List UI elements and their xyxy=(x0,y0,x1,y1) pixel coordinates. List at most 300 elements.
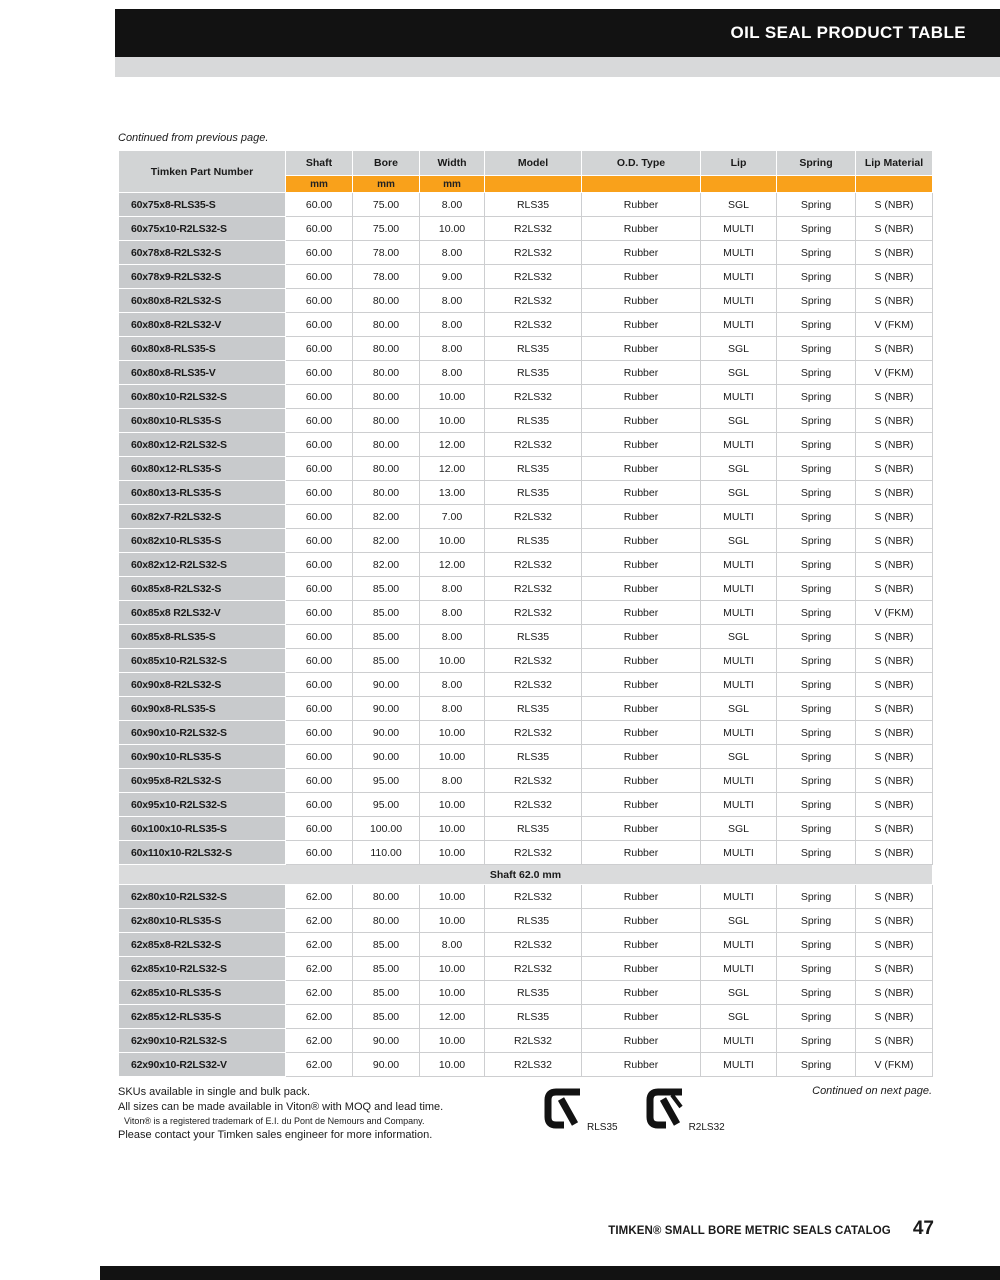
table-row xyxy=(119,721,933,745)
value-cell: RLS35 xyxy=(485,529,582,553)
part-number-cell: 60x85x8 R2LS32-V xyxy=(119,601,286,625)
value-cell: R2LS32 xyxy=(485,721,582,745)
value-cell: Spring xyxy=(777,241,856,265)
table-row xyxy=(119,265,933,289)
value-cell: S (NBR) xyxy=(856,289,933,313)
value-cell: 60.00 xyxy=(286,457,353,481)
value-cell: Rubber xyxy=(582,769,701,793)
value-cell: Rubber xyxy=(582,193,701,217)
table-row xyxy=(119,885,933,909)
value-cell: 8.00 xyxy=(420,313,485,337)
value-cell: Rubber xyxy=(582,649,701,673)
part-number-cell: 60x82x10-RLS35-S xyxy=(119,529,286,553)
table-row xyxy=(119,1005,933,1029)
value-cell: SGL xyxy=(701,457,777,481)
footnote-sku: SKUs available in single and bulk pack. xyxy=(118,1086,311,1098)
footnotes xyxy=(118,1085,518,1143)
part-number-cell: 60x90x8-R2LS32-S xyxy=(119,673,286,697)
value-cell: 85.00 xyxy=(353,577,420,601)
table-row xyxy=(119,385,933,409)
value-cell: Spring xyxy=(777,721,856,745)
value-cell: SGL xyxy=(701,1005,777,1029)
value-cell: 7.00 xyxy=(420,505,485,529)
value-cell: Rubber xyxy=(582,625,701,649)
value-cell: 12.00 xyxy=(420,553,485,577)
part-number-cell: 60x100x10-RLS35-S xyxy=(119,817,286,841)
value-cell: 10.00 xyxy=(420,217,485,241)
value-cell: 82.00 xyxy=(353,553,420,577)
value-cell: Rubber xyxy=(582,529,701,553)
value-cell: Spring xyxy=(777,577,856,601)
value-cell: 60.00 xyxy=(286,817,353,841)
value-cell: S (NBR) xyxy=(856,529,933,553)
value-cell: MULTI xyxy=(701,241,777,265)
value-cell: S (NBR) xyxy=(856,885,933,909)
value-cell: SGL xyxy=(701,193,777,217)
value-cell: SGL xyxy=(701,409,777,433)
table-row xyxy=(119,769,933,793)
value-cell: Spring xyxy=(777,601,856,625)
r2ls32-seal-profile-icon xyxy=(646,1087,684,1134)
value-cell: Rubber xyxy=(582,721,701,745)
value-cell: 60.00 xyxy=(286,673,353,697)
table-row xyxy=(119,433,933,457)
value-cell: S (NBR) xyxy=(856,697,933,721)
table-row xyxy=(119,957,933,981)
value-cell: R2LS32 xyxy=(485,577,582,601)
value-cell: Spring xyxy=(777,217,856,241)
part-number-cell: 60x82x12-R2LS32-S xyxy=(119,553,286,577)
value-cell: Rubber xyxy=(582,409,701,433)
value-cell: SGL xyxy=(701,529,777,553)
value-cell: Rubber xyxy=(582,289,701,313)
value-cell: S (NBR) xyxy=(856,433,933,457)
value-cell: 60.00 xyxy=(286,553,353,577)
value-cell: 10.00 xyxy=(420,909,485,933)
value-cell: 60.00 xyxy=(286,289,353,313)
value-cell: Spring xyxy=(777,769,856,793)
value-cell: 90.00 xyxy=(353,721,420,745)
value-cell: S (NBR) xyxy=(856,193,933,217)
unit-cell-model xyxy=(485,176,582,193)
catalog-title: TIMKEN® SMALL BORE METRIC SEALS CATALOG xyxy=(608,1225,891,1237)
value-cell: MULTI xyxy=(701,885,777,909)
value-cell: 8.00 xyxy=(420,289,485,313)
value-cell: Spring xyxy=(777,409,856,433)
value-cell: MULTI xyxy=(701,1029,777,1053)
part-number-cell: 62x85x12-RLS35-S xyxy=(119,1005,286,1029)
value-cell: 60.00 xyxy=(286,409,353,433)
value-cell: S (NBR) xyxy=(856,553,933,577)
value-cell: 90.00 xyxy=(353,1029,420,1053)
part-number-cell: 62x80x10-R2LS32-S xyxy=(119,885,286,909)
value-cell: 10.00 xyxy=(420,841,485,865)
value-cell: 8.00 xyxy=(420,933,485,957)
value-cell: 60.00 xyxy=(286,721,353,745)
table-row xyxy=(119,337,933,361)
value-cell: RLS35 xyxy=(485,337,582,361)
value-cell: Spring xyxy=(777,1053,856,1077)
value-cell: 60.00 xyxy=(286,649,353,673)
value-cell: V (FKM) xyxy=(856,361,933,385)
table-row xyxy=(119,1053,933,1077)
value-cell: Rubber xyxy=(582,481,701,505)
value-cell: MULTI xyxy=(701,385,777,409)
value-cell: Rubber xyxy=(582,909,701,933)
seal-profile-legend xyxy=(544,1087,725,1134)
main-content xyxy=(118,132,932,1143)
value-cell: 13.00 xyxy=(420,481,485,505)
value-cell: RLS35 xyxy=(485,745,582,769)
value-cell: 78.00 xyxy=(353,241,420,265)
part-number-cell: 62x80x10-RLS35-S xyxy=(119,909,286,933)
product-table-body xyxy=(119,193,933,1077)
table-row xyxy=(119,933,933,957)
value-cell: MULTI xyxy=(701,577,777,601)
value-cell: R2LS32 xyxy=(485,885,582,909)
value-cell: RLS35 xyxy=(485,409,582,433)
value-cell: R2LS32 xyxy=(485,553,582,577)
value-cell: RLS35 xyxy=(485,697,582,721)
value-cell: R2LS32 xyxy=(485,433,582,457)
table-row xyxy=(119,793,933,817)
value-cell: 10.00 xyxy=(420,885,485,909)
value-cell: RLS35 xyxy=(485,481,582,505)
value-cell: S (NBR) xyxy=(856,673,933,697)
column-header-spring: Spring xyxy=(777,151,856,176)
value-cell: 10.00 xyxy=(420,721,485,745)
value-cell: Rubber xyxy=(582,385,701,409)
column-header-bore: Bore xyxy=(353,151,420,176)
value-cell: 8.00 xyxy=(420,625,485,649)
value-cell: SGL xyxy=(701,817,777,841)
part-number-cell: 60x78x8-R2LS32-S xyxy=(119,241,286,265)
value-cell: Spring xyxy=(777,885,856,909)
value-cell: Rubber xyxy=(582,313,701,337)
value-cell: 95.00 xyxy=(353,793,420,817)
value-cell: S (NBR) xyxy=(856,625,933,649)
value-cell: 80.00 xyxy=(353,409,420,433)
value-cell: Rubber xyxy=(582,673,701,697)
value-cell: R2LS32 xyxy=(485,241,582,265)
value-cell: 62.00 xyxy=(286,981,353,1005)
value-cell: Rubber xyxy=(582,841,701,865)
value-cell: Rubber xyxy=(582,817,701,841)
value-cell: R2LS32 xyxy=(485,841,582,865)
part-number-cell: 60x80x10-R2LS32-S xyxy=(119,385,286,409)
value-cell: Rubber xyxy=(582,981,701,1005)
value-cell: Spring xyxy=(777,957,856,981)
value-cell: Rubber xyxy=(582,457,701,481)
legend-item-r2ls32 xyxy=(646,1087,725,1134)
part-number-cell: 60x75x8-RLS35-S xyxy=(119,193,286,217)
value-cell: 85.00 xyxy=(353,601,420,625)
value-cell: R2LS32 xyxy=(485,217,582,241)
value-cell: RLS35 xyxy=(485,817,582,841)
value-cell: S (NBR) xyxy=(856,957,933,981)
table-row xyxy=(119,909,933,933)
value-cell: 90.00 xyxy=(353,745,420,769)
value-cell: 80.00 xyxy=(353,361,420,385)
value-cell: Rubber xyxy=(582,957,701,981)
table-footer xyxy=(118,1085,932,1143)
rls35-seal-profile-icon xyxy=(544,1087,582,1134)
part-number-cell: 62x90x10-R2LS32-S xyxy=(119,1029,286,1053)
column-header-shaft: Shaft xyxy=(286,151,353,176)
unit-cell-od-type xyxy=(582,176,701,193)
value-cell: R2LS32 xyxy=(485,265,582,289)
value-cell: S (NBR) xyxy=(856,265,933,289)
value-cell: SGL xyxy=(701,337,777,361)
value-cell: MULTI xyxy=(701,313,777,337)
table-row xyxy=(119,649,933,673)
value-cell: 60.00 xyxy=(286,841,353,865)
value-cell: MULTI xyxy=(701,769,777,793)
value-cell: MULTI xyxy=(701,793,777,817)
value-cell: 75.00 xyxy=(353,193,420,217)
unit-cell-bore: mm xyxy=(353,176,420,193)
value-cell: 62.00 xyxy=(286,1029,353,1053)
column-header-width: Width xyxy=(420,151,485,176)
value-cell: 60.00 xyxy=(286,313,353,337)
table-row xyxy=(119,673,933,697)
value-cell: S (NBR) xyxy=(856,793,933,817)
value-cell: SGL xyxy=(701,625,777,649)
value-cell: SGL xyxy=(701,361,777,385)
column-header-model: Model xyxy=(485,151,582,176)
table-row xyxy=(119,577,933,601)
value-cell: Rubber xyxy=(582,265,701,289)
value-cell: 12.00 xyxy=(420,433,485,457)
table-row xyxy=(119,697,933,721)
value-cell: 80.00 xyxy=(353,337,420,361)
part-number-cell: 62x85x10-RLS35-S xyxy=(119,981,286,1005)
value-cell: RLS35 xyxy=(485,457,582,481)
value-cell: S (NBR) xyxy=(856,577,933,601)
value-cell: S (NBR) xyxy=(856,505,933,529)
value-cell: Rubber xyxy=(582,745,701,769)
value-cell: Spring xyxy=(777,933,856,957)
value-cell: Spring xyxy=(777,1029,856,1053)
value-cell: V (FKM) xyxy=(856,313,933,337)
value-cell: 60.00 xyxy=(286,505,353,529)
unit-cell-shaft: mm xyxy=(286,176,353,193)
part-number-cell: 60x80x8-R2LS32-V xyxy=(119,313,286,337)
value-cell: Rubber xyxy=(582,1029,701,1053)
unit-cell-spring xyxy=(777,176,856,193)
part-number-cell: 60x80x13-RLS35-S xyxy=(119,481,286,505)
value-cell: 80.00 xyxy=(353,433,420,457)
value-cell: S (NBR) xyxy=(856,817,933,841)
value-cell: 60.00 xyxy=(286,337,353,361)
value-cell: Rubber xyxy=(582,433,701,457)
value-cell: Spring xyxy=(777,337,856,361)
table-row xyxy=(119,745,933,769)
value-cell: Spring xyxy=(777,817,856,841)
part-number-cell: 60x95x10-R2LS32-S xyxy=(119,793,286,817)
value-cell: S (NBR) xyxy=(856,721,933,745)
table-row xyxy=(119,289,933,313)
value-cell: Rubber xyxy=(582,697,701,721)
part-number-cell: 60x85x8-R2LS32-S xyxy=(119,577,286,601)
table-row xyxy=(119,241,933,265)
part-number-cell: 62x85x8-R2LS32-S xyxy=(119,933,286,957)
table-row xyxy=(119,553,933,577)
value-cell: 60.00 xyxy=(286,793,353,817)
value-cell: S (NBR) xyxy=(856,1029,933,1053)
part-number-cell: 60x80x12-R2LS32-S xyxy=(119,433,286,457)
value-cell: 8.00 xyxy=(420,193,485,217)
value-cell: 85.00 xyxy=(353,649,420,673)
value-cell: MULTI xyxy=(701,957,777,981)
value-cell: MULTI xyxy=(701,1053,777,1077)
table-row xyxy=(119,409,933,433)
page-number: 47 xyxy=(912,1218,934,1239)
footnote-viton-availability: All sizes can be made available in Viton® with MOQ and lead time. xyxy=(118,1100,444,1113)
value-cell: S (NBR) xyxy=(856,1005,933,1029)
value-cell: S (NBR) xyxy=(856,933,933,957)
value-cell: Rubber xyxy=(582,553,701,577)
value-cell: 8.00 xyxy=(420,361,485,385)
value-cell: R2LS32 xyxy=(485,673,582,697)
page-footer xyxy=(608,1218,934,1240)
part-number-cell: 60x80x8-RLS35-V xyxy=(119,361,286,385)
footnote-contact: Please contact your Timken sales engineer for more information. xyxy=(118,1129,433,1142)
page-title: OIL SEAL PRODUCT TABLE xyxy=(730,23,966,42)
value-cell: 60.00 xyxy=(286,433,353,457)
value-cell: R2LS32 xyxy=(485,385,582,409)
value-cell: Spring xyxy=(777,649,856,673)
part-number-cell: 60x90x8-RLS35-S xyxy=(119,697,286,721)
value-cell: S (NBR) xyxy=(856,745,933,769)
value-cell: Spring xyxy=(777,553,856,577)
value-cell: Spring xyxy=(777,289,856,313)
value-cell: R2LS32 xyxy=(485,313,582,337)
part-number-cell: 60x80x8-RLS35-S xyxy=(119,337,286,361)
value-cell: 60.00 xyxy=(286,481,353,505)
value-cell: 60.00 xyxy=(286,601,353,625)
value-cell: MULTI xyxy=(701,505,777,529)
legend-item-rls35 xyxy=(544,1087,618,1134)
value-cell: 62.00 xyxy=(286,957,353,981)
value-cell: 8.00 xyxy=(420,601,485,625)
part-number-cell: 60x90x10-RLS35-S xyxy=(119,745,286,769)
value-cell: Spring xyxy=(777,981,856,1005)
value-cell: 12.00 xyxy=(420,1005,485,1029)
value-cell: Spring xyxy=(777,265,856,289)
continued-from-note: Continued from previous page. xyxy=(118,132,269,144)
value-cell: 10.00 xyxy=(420,385,485,409)
value-cell: 62.00 xyxy=(286,1005,353,1029)
part-number-cell: 62x85x10-R2LS32-S xyxy=(119,957,286,981)
footnote-viton-trademark: Viton® is a registered trademark of E.I. du Pont de Nemours and Company. xyxy=(124,1115,425,1126)
value-cell: SGL xyxy=(701,981,777,1005)
value-cell: 82.00 xyxy=(353,505,420,529)
value-cell: Rubber xyxy=(582,337,701,361)
value-cell: 10.00 xyxy=(420,793,485,817)
part-number-cell: 60x95x8-R2LS32-S xyxy=(119,769,286,793)
value-cell: MULTI xyxy=(701,649,777,673)
value-cell: S (NBR) xyxy=(856,241,933,265)
table-row xyxy=(119,1029,933,1053)
value-cell: 85.00 xyxy=(353,981,420,1005)
value-cell: Rubber xyxy=(582,241,701,265)
value-cell: 90.00 xyxy=(353,697,420,721)
value-cell: 82.00 xyxy=(353,529,420,553)
table-row xyxy=(119,193,933,217)
value-cell: 85.00 xyxy=(353,933,420,957)
value-cell: SGL xyxy=(701,697,777,721)
table-row xyxy=(119,361,933,385)
value-cell: Spring xyxy=(777,313,856,337)
part-number-cell: 62x90x10-R2LS32-V xyxy=(119,1053,286,1077)
value-cell: R2LS32 xyxy=(485,933,582,957)
value-cell: R2LS32 xyxy=(485,289,582,313)
value-cell: 60.00 xyxy=(286,745,353,769)
value-cell: 62.00 xyxy=(286,1053,353,1077)
value-cell: 8.00 xyxy=(420,241,485,265)
legend-label-r2ls32: R2LS32 xyxy=(688,1122,725,1133)
value-cell: S (NBR) xyxy=(856,841,933,865)
table-row xyxy=(119,981,933,1005)
value-cell: 8.00 xyxy=(420,673,485,697)
table-row xyxy=(119,601,933,625)
value-cell: S (NBR) xyxy=(856,649,933,673)
part-number-cell: 60x80x8-R2LS32-S xyxy=(119,289,286,313)
unit-cell-lip xyxy=(701,176,777,193)
part-number-cell: 60x75x10-R2LS32-S xyxy=(119,217,286,241)
value-cell: S (NBR) xyxy=(856,481,933,505)
value-cell: 95.00 xyxy=(353,769,420,793)
value-cell: 60.00 xyxy=(286,385,353,409)
value-cell: 80.00 xyxy=(353,457,420,481)
table-head xyxy=(119,151,933,193)
value-cell: 80.00 xyxy=(353,313,420,337)
value-cell: R2LS32 xyxy=(485,769,582,793)
value-cell: 8.00 xyxy=(420,577,485,601)
value-cell: 60.00 xyxy=(286,529,353,553)
value-cell: MULTI xyxy=(701,601,777,625)
value-cell: RLS35 xyxy=(485,361,582,385)
value-cell: R2LS32 xyxy=(485,793,582,817)
value-cell: 10.00 xyxy=(420,409,485,433)
part-number-cell: 60x85x10-R2LS32-S xyxy=(119,649,286,673)
value-cell: 10.00 xyxy=(420,1029,485,1053)
value-cell: 100.00 xyxy=(353,817,420,841)
value-cell: Rubber xyxy=(582,217,701,241)
value-cell: S (NBR) xyxy=(856,457,933,481)
value-cell: 12.00 xyxy=(420,457,485,481)
value-cell: R2LS32 xyxy=(485,505,582,529)
value-cell: Rubber xyxy=(582,1053,701,1077)
value-cell: S (NBR) xyxy=(856,217,933,241)
value-cell: Rubber xyxy=(582,601,701,625)
shaft-section-divider-row xyxy=(119,865,933,885)
value-cell: RLS35 xyxy=(485,1005,582,1029)
value-cell: 80.00 xyxy=(353,385,420,409)
value-cell: 10.00 xyxy=(420,957,485,981)
table-row xyxy=(119,457,933,481)
page-header-band xyxy=(115,9,1000,57)
value-cell: MULTI xyxy=(701,553,777,577)
value-cell: 60.00 xyxy=(286,241,353,265)
value-cell: 80.00 xyxy=(353,481,420,505)
part-number-cell: 60x85x8-RLS35-S xyxy=(119,625,286,649)
value-cell: 8.00 xyxy=(420,769,485,793)
column-header-lip: Lip xyxy=(701,151,777,176)
value-cell: S (NBR) xyxy=(856,337,933,361)
value-cell: 62.00 xyxy=(286,933,353,957)
